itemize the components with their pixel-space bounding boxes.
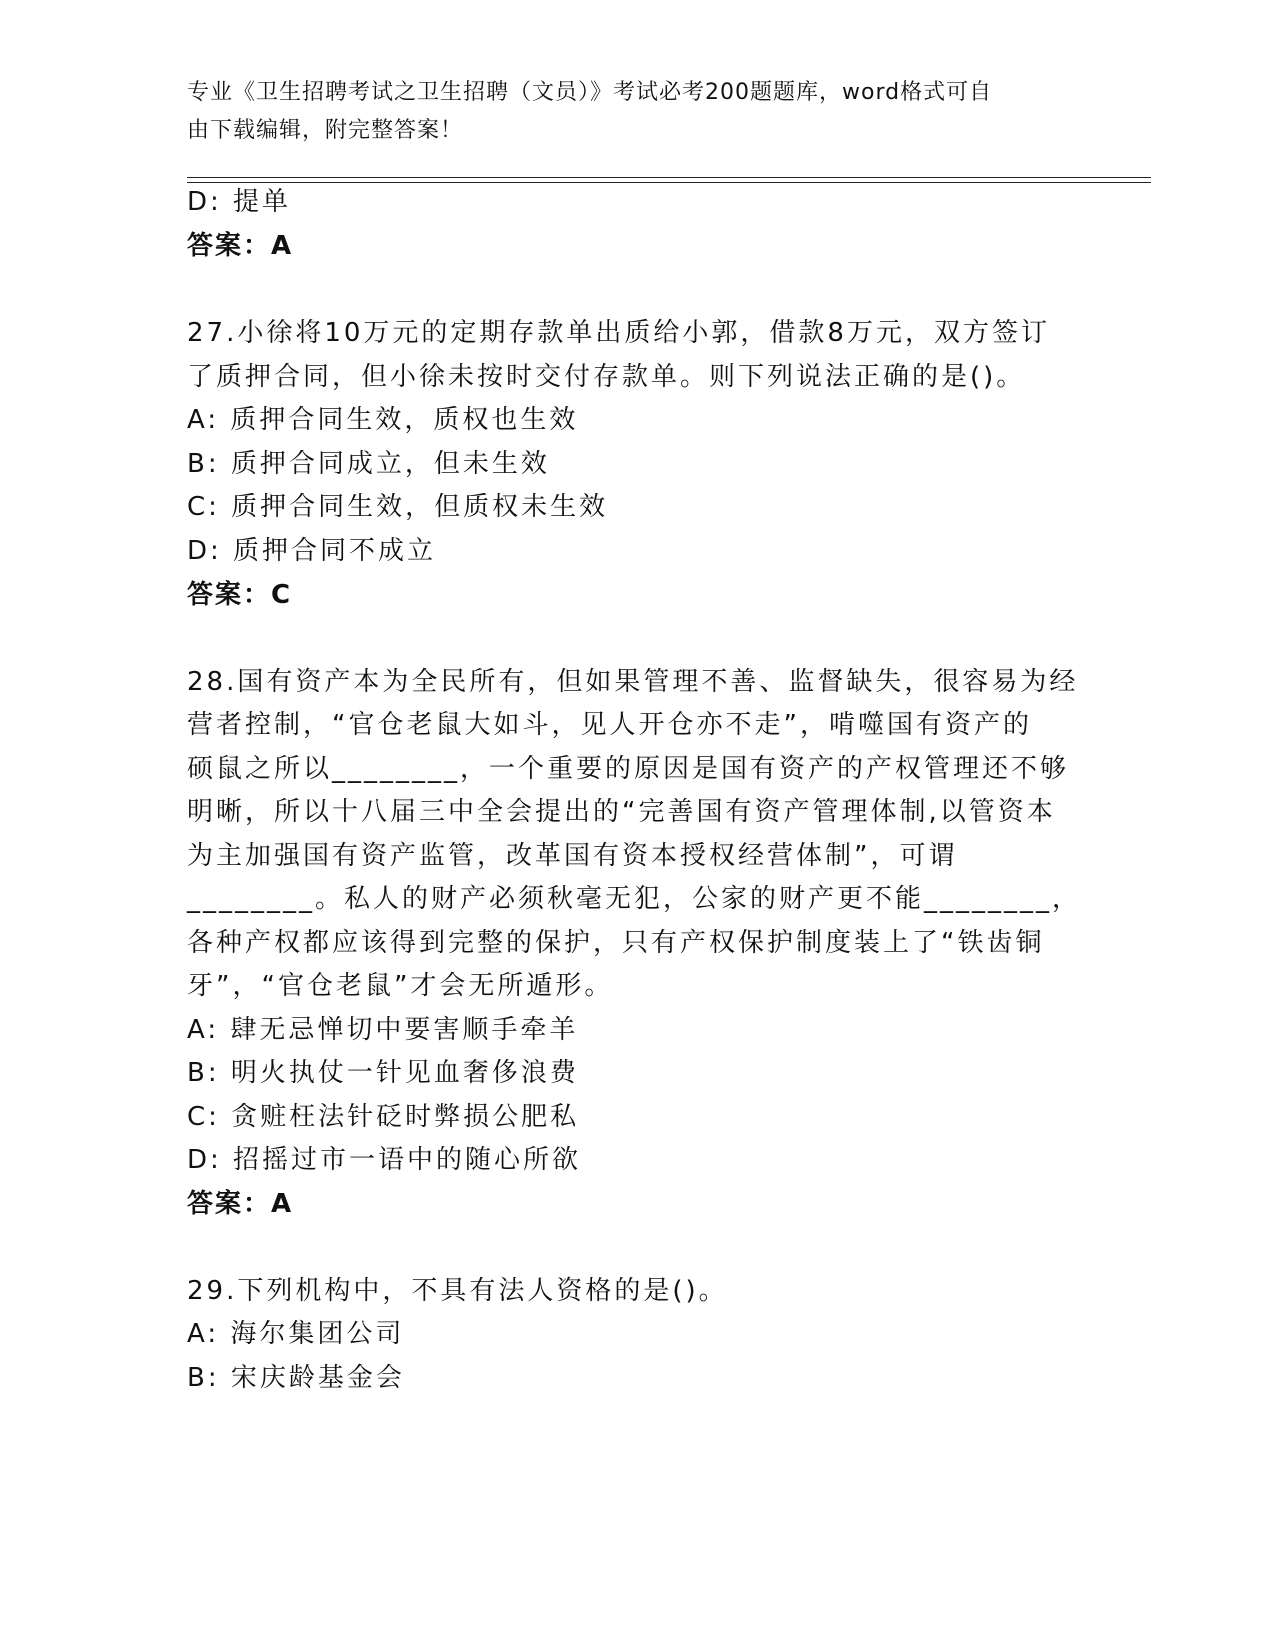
header-title-line-2: 由下载编辑，附完整答案！: [187, 118, 464, 143]
header-rule-double: [187, 182, 1151, 183]
q27-option-c: C: 质押合同生效，但质权未生效: [187, 492, 609, 522]
q29-option-a: A: 海尔集团公司: [187, 1319, 405, 1349]
header-title-line-1: 专业《卫生招聘考试之卫生招聘（文员）》考试必考200题题库，word格式可自: [187, 80, 993, 105]
q28-stem-line-2: 营者控制，“官仓老鼠大如斗，见人开仓亦不走”，啃噬国有资产的: [187, 710, 1032, 740]
q28-stem-line-8: 牙”，“官仓老鼠”才会无所遁形。: [187, 971, 614, 1001]
q28-option-a: A: 肆无忌惮切中要害顺手牵羊: [187, 1015, 579, 1045]
q28-stem-line-4: 明晰，所以十八届三中全会提出的“完善国有资产管理体制,以管资本: [187, 797, 1056, 827]
q27-option-a: A: 质押合同生效，质权也生效: [187, 405, 579, 435]
q29-option-b: B: 宋庆龄基金会: [187, 1363, 405, 1393]
q28-option-d: D: 招摇过市一语中的随心所欲: [187, 1145, 582, 1175]
q28-option-b: B: 明火执仗一针见血奢侈浪费: [187, 1058, 579, 1088]
q27-stem-line-1: 27.小徐将10万元的定期存款单出质给小郭，借款8万元，双方签订: [187, 318, 1050, 348]
q27-option-b: B: 质押合同成立，但未生效: [187, 449, 550, 479]
q27-stem-line-2: 了质押合同，但小徐未按时交付存款单。则下列说法正确的是()。: [187, 362, 1026, 392]
q28-stem-line-1: 28.国有资产本为全民所有，但如果管理不善、监督缺失，很容易为经: [187, 667, 1079, 697]
q28-stem-line-5: 为主加强国有资产监管，改革国有资本授权经营体制”，可谓: [187, 841, 958, 871]
q28-stem-line-7: 各种产权都应该得到完整的保护，只有产权保护制度装上了“铁齿铜: [187, 928, 1045, 958]
header-rule: [187, 177, 1151, 178]
page-header: [187, 74, 1087, 150]
q28-option-c: C: 贪赃枉法针砭时弊损公肥私: [187, 1102, 580, 1132]
q28-stem-line-3: 硕鼠之所以________，一个重要的原因是国有资产的产权管理还不够: [187, 754, 1070, 784]
q27-option-d: D: 质押合同不成立: [187, 536, 437, 566]
prev-option-d: D: 提单: [187, 187, 292, 217]
prev-answer: 答案：A: [187, 231, 294, 261]
q27-answer: 答案：C: [187, 580, 293, 610]
q28-answer: 答案：A: [187, 1189, 294, 1219]
q29-stem-line-1: 29.下列机构中，不具有法人资格的是()。: [187, 1276, 728, 1306]
q28-stem-line-6: ________。私人的财产必须秋毫无犯，公家的财产更不能________，: [187, 884, 1082, 914]
